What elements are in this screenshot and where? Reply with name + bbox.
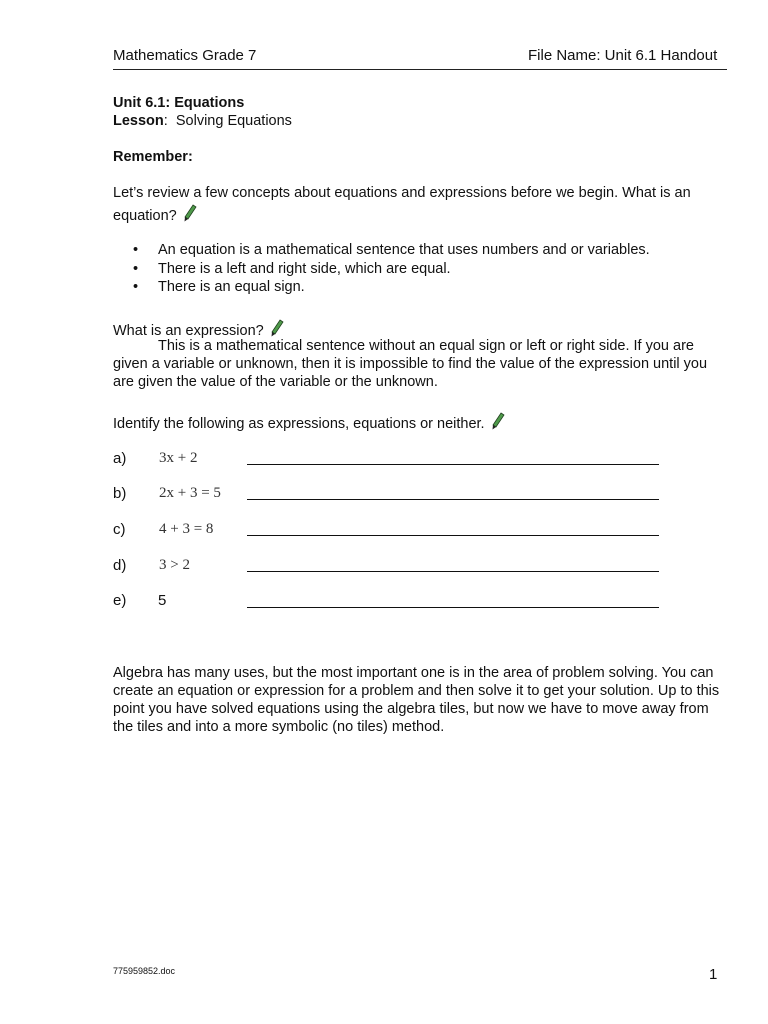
intro-paragraph <box>113 183 723 227</box>
exercise-e-label: e) <box>113 592 127 609</box>
exercise-a-expression: 3x + 2 <box>159 450 198 466</box>
exercise-c-label: c) <box>113 521 126 538</box>
lesson-sep: : <box>163 113 168 129</box>
exercise-c-expression: 4 + 3 = 8 <box>159 521 214 537</box>
exercise-d-answer-line[interactable] <box>247 571 659 572</box>
exercise-b-label: b) <box>113 485 127 502</box>
header-divider <box>113 69 727 70</box>
remember-heading: Remember: <box>113 149 193 165</box>
expression-answer: This is a mathematical sentence without an equal sign or left or right side. If you are given a variable or unknown, then it is impossible to find the value of the expression until you are given the value of the variable or the unknown. <box>113 338 708 390</box>
lesson-line <box>113 112 723 130</box>
identify-prompt <box>113 412 723 433</box>
list-item: • An equation is a mathematical sentence that uses numbers and or variables. <box>113 241 650 260</box>
header-course-title: Mathematics Grade 7 <box>113 47 257 64</box>
header-file-name: File Name: Unit 6.1 Handout <box>528 47 718 64</box>
pencil-icon <box>183 204 197 222</box>
identify-prompt-text: Identify the following as expressions, equations or neither. <box>113 416 485 432</box>
unit-title: Unit 6.1: Equations <box>113 95 245 111</box>
exercise-b-answer-line[interactable] <box>247 499 659 500</box>
pencil-icon <box>491 412 505 430</box>
page-number: 1 <box>709 966 718 983</box>
exercise-d-expression: 3 > 2 <box>159 557 190 573</box>
intro-text: Let’s review a few concepts about equations and expressions before we begin. What is an equation? <box>113 185 691 224</box>
exercise-b-expression: 2x + 3 = 5 <box>159 485 221 501</box>
pencil-icon <box>270 319 284 337</box>
exercise-c-answer-line[interactable] <box>247 535 659 536</box>
lesson-value: Solving Equations <box>175 113 292 129</box>
exercise-a-label: a) <box>113 450 127 467</box>
exercise-d-label: d) <box>113 557 127 574</box>
exercise-e-expression: 5 <box>158 592 167 609</box>
list-item: • There is an equal sign. <box>113 278 650 297</box>
exercise-e-answer-line[interactable] <box>247 607 659 608</box>
expression-question-text: What is an expression? <box>113 323 264 339</box>
equation-facts-list <box>113 241 650 297</box>
lesson-label: Lesson <box>113 113 164 129</box>
footer-filename: 775959852.doc <box>113 966 176 976</box>
closing-paragraph: Algebra has many uses, but the most important one is in the area of problem solving. You can create an equation or expression for a problem and then solve it to get your solution. Up to this point you have solved equations using the algebra tiles, but now we have to move away from the tiles and into a more symbolic (no tiles) method. <box>113 665 720 735</box>
exercise-a-answer-line[interactable] <box>247 464 659 465</box>
list-item: • There is a left and right side, which are equal. <box>113 260 650 279</box>
